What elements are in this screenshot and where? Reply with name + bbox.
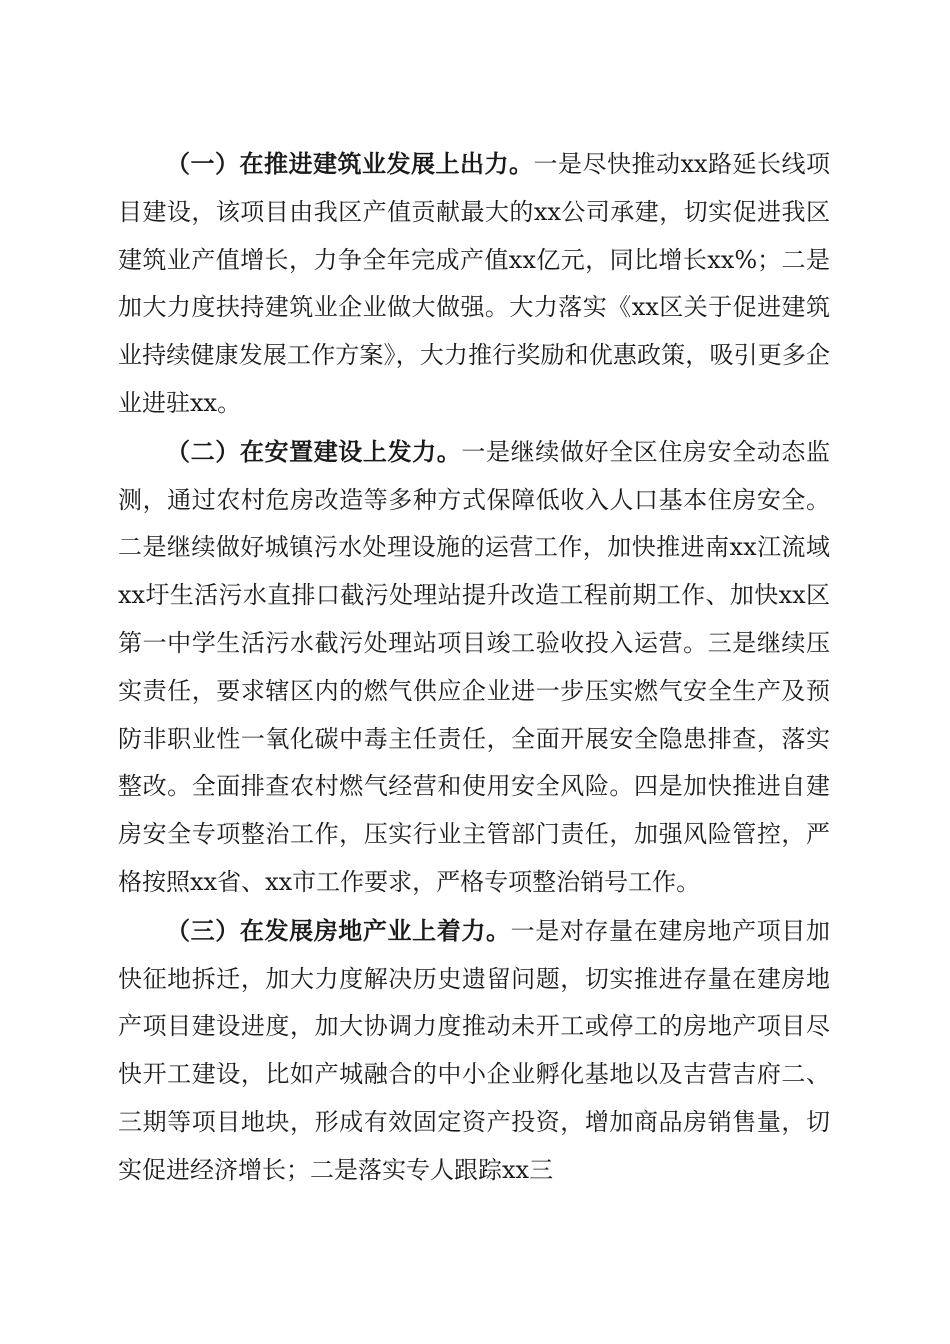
paragraph-2-heading: （二）在安置建设上发力。 (166, 436, 462, 466)
paragraph-1 (118, 140, 830, 428)
paragraph-1-body: 一是尽快推动xx路延长线项目建设，该项目由我区产值贡献最大的xx公司承建，切实促进我区建筑业产值增长，力争全年完成产值xx亿元，同比增长xx%；二是加大力度扶持建筑业企业做大做强。大力落实《xx区关于促进建筑业持续健康发展工作方案》，大力推行奖励和优惠政策，吸引更多企业进驻xx。 (118, 150, 831, 417)
paragraph-3 (118, 907, 830, 1195)
paragraph-2 (118, 428, 830, 907)
paragraph-1-heading: （一）在推进建筑业发展上出力。 (166, 149, 534, 178)
paragraph-3-body: 一是对存量在建房地产项目加快征地拆迁，加大力度解决历史遗留问题，切实推进存量在建房地产项目建设进度，加大协调力度推动未开工或停工的房地产项目尽快开工建设，比如产城融合的中小企业孵化基地以及吉营吉府二、三期等项目地块，形成有效固定资产投资，增加商品房销售量，切实促进经济增长；二是落实专人跟踪xx三 (118, 916, 831, 1184)
paragraph-3-heading: （三）在发展房地产业上着力。 (166, 915, 511, 945)
paragraph-2-body: 一是继续做好全区住房安全动态监测，通过农村危房改造等多种方式保障低收入人口基本住房安全。二是继续做好城镇污水处理设施的运营工作，加快推进南xx江流域xx圩生活污水直排口截污处理站提升改造工程前期工作、加快xx区第一中学生活污水截污处理站项目竣工验收投入运营。三是继续压实责任，要求辖区内的燃气供应企业进一步压实燃气安全生产及预防非职业性一氧化碳中毒主任责任，全面开展安全隐患排查，落实整改。全面排查农村燃气经营和使用安全风险。四是加快推进自建房安全专项整治工作，压实行业主管部门责任，加强风险管控，严格按照xx省、xx市工作要求，严格专项整治销号工作。 (118, 437, 831, 896)
document-body (118, 140, 830, 1195)
